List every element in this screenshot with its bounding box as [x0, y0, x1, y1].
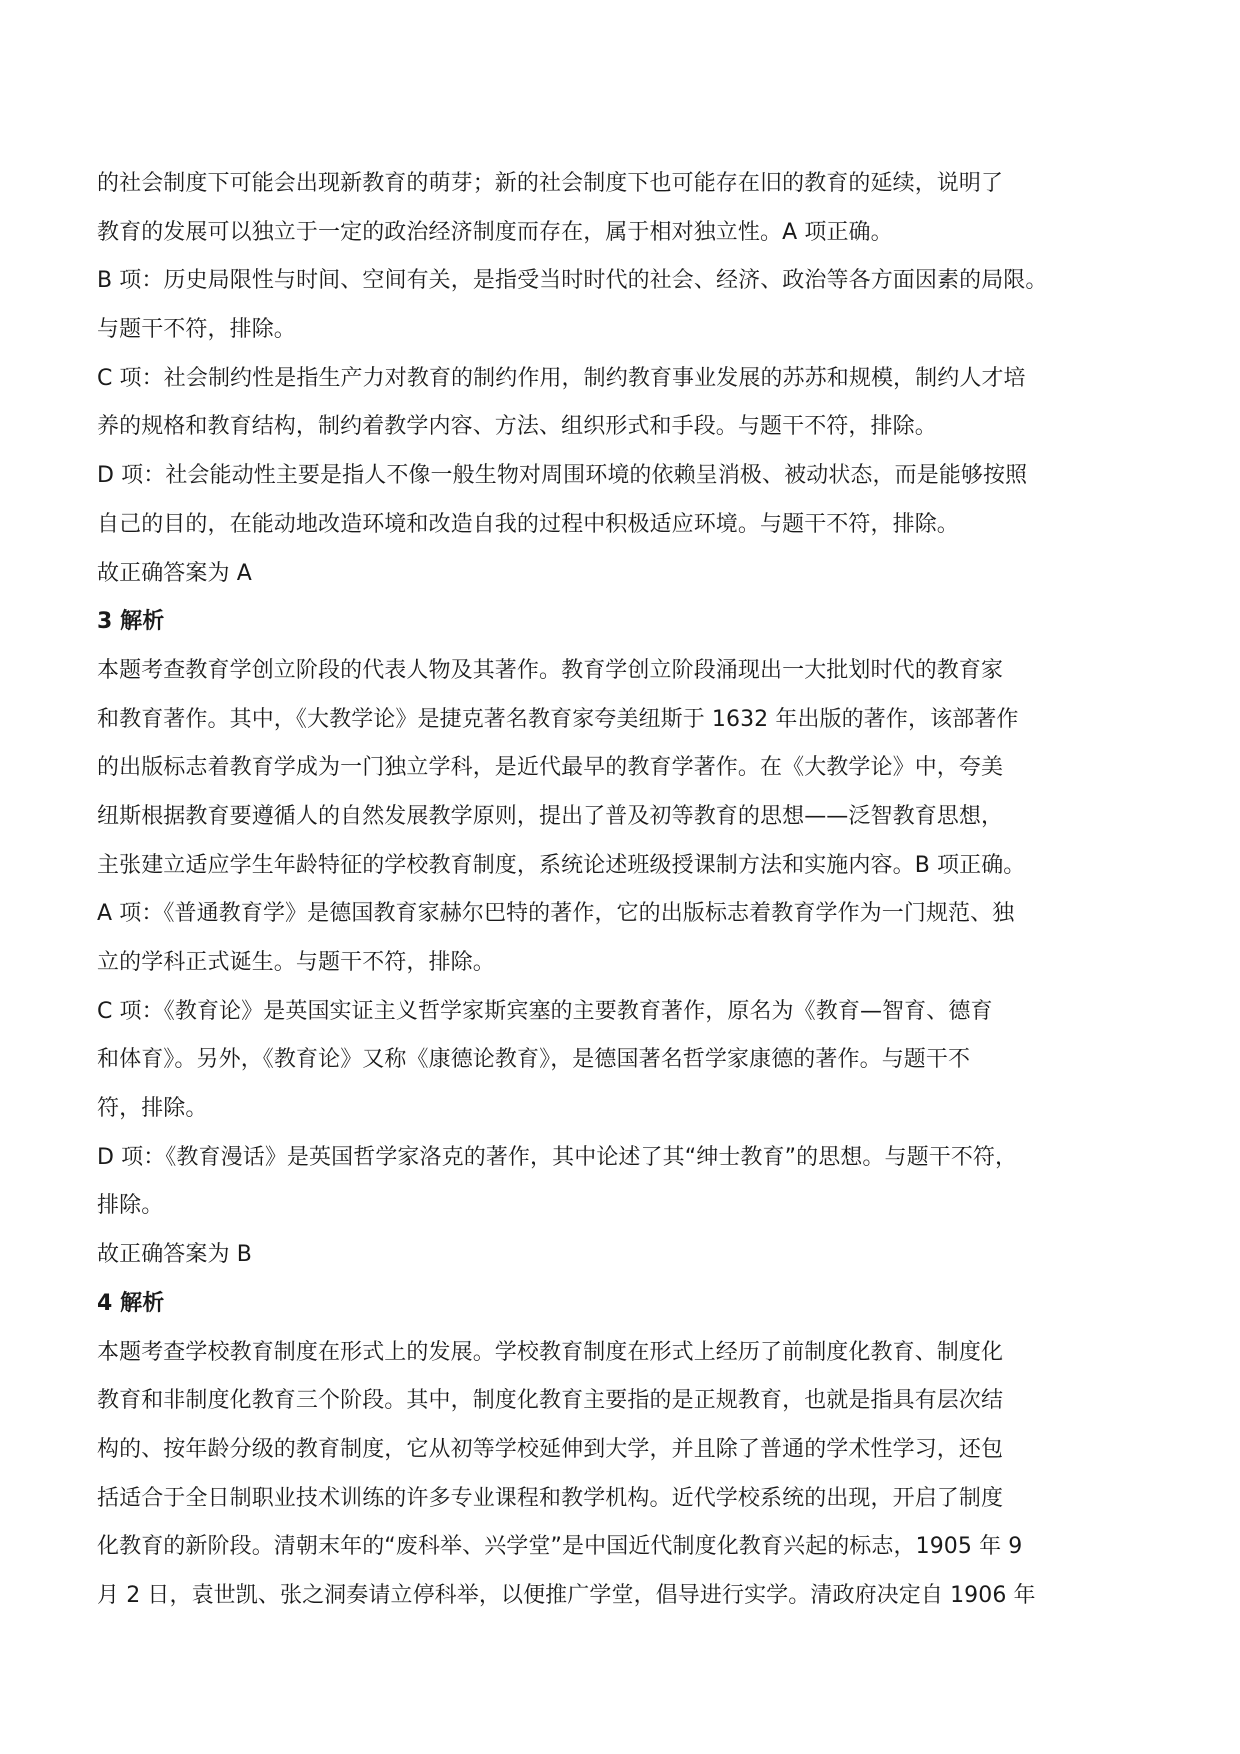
text-line: 本题考查教育学创立阶段的代表人物及其著作。教育学创立阶段涌现出一大批划时代的教育家: [97, 657, 1004, 683]
text-line: A 项：《普通教育学》是德国教育家赫尔巴特的著作，它的出版标志着教育学作为一门规范、独: [97, 901, 1015, 927]
text-line: 的出版标志着教育学成为一门独立学科，是近代最早的教育学著作。在《大教学论》中，夸美: [97, 755, 1004, 781]
text-line: 月 2 日，袁世凯、张之洞奏请立停科举，以便推广学堂，倡导进行实学。清政府决定自 1906 年: [97, 1582, 1036, 1608]
text-line: 教育和非制度化教育三个阶段。其中，制度化教育主要指的是正规教育，也就是指具有层次结: [97, 1388, 1004, 1414]
text-line: 主张建立适应学生年龄特征的学校教育制度，系统论述班级授课制方法和实施内容。B 项正确。: [97, 852, 1026, 878]
text-line: 与题干不符，排除。: [97, 317, 296, 343]
text-line: 纽斯根据教育要遵循人的自然发展教学原则，提出了普及初等教育的思想——泛智教育思想，: [97, 803, 1004, 829]
text-line: 养的规格和教育结构，制约着教学内容、方法、组织形式和手段。与题干不符，排除。: [97, 414, 937, 440]
section-heading: 4 解析: [97, 1290, 165, 1316]
text-line: 故正确答案为 A: [97, 560, 252, 586]
text-line: B 项：历史局限性与时间、空间有关，是指受当时时代的社会、经济、政治等各方面因素的局限。: [97, 268, 1048, 294]
text-line: 符，排除。: [97, 1096, 208, 1122]
text-line: C 项：《教育论》是英国实证主义哲学家斯宾塞的主要教育著作，原名为《教育—智育、德育: [97, 998, 993, 1024]
text-line: 教育的发展可以独立于一定的政治经济制度而存在，属于相对独立性。A 项正确。: [97, 219, 893, 245]
text-line: 本题考查学校教育制度在形式上的发展。学校教育制度在形式上经历了前制度化教育、制度化: [97, 1339, 1004, 1365]
text-line: 化教育的新阶段。清朝末年的“废科举、兴学堂”是中国近代制度化教育兴起的标志，1905 年 9: [97, 1534, 1023, 1560]
text-line: 立的学科正式诞生。与题干不符，排除。: [97, 950, 495, 975]
text-line: C 项：社会制约性是指生产力对教育的制约作用，制约教育事业发展的苏苏和规模，制约人才培: [97, 365, 1026, 391]
text-line: 和教育著作。其中，《大教学论》是捷克著名教育家夸美纽斯于 1632 年出版的著作，该部著作: [97, 706, 1019, 732]
text-line: 自己的目的，在能动地改造环境和改造自我的过程中积极适应环境。与题干不符，排除。: [97, 511, 959, 537]
text-line: 故正确答案为 B: [97, 1242, 252, 1268]
text-line: D 项：《教育漫话》是英国哲学家洛克的著作，其中论述了其“绅士教育”的思想。与题干不符，: [97, 1144, 1018, 1170]
text-line: 括适合于全日制职业技术训练的许多专业课程和教学机构。近代学校系统的出现，开启了制度: [97, 1485, 1004, 1511]
text-line: 排除。: [97, 1193, 164, 1219]
text-line: 构的、按年龄分级的教育制度，它从初等学校延伸到大学，并且除了普通的学术性学习，还包: [97, 1436, 1004, 1462]
text-line: 和体育》。另外，《教育论》又称《康德论教育》，是德国著名哲学家康德的著作。与题干不: [97, 1047, 971, 1073]
document-body: [97, 160, 1177, 1621]
section-heading: 3 解析: [97, 609, 165, 635]
text-line: 的社会制度下可能会出现新教育的萌芽；新的社会制度下也可能存在旧的教育的延续，说明了: [97, 171, 1004, 196]
text-line: D 项：社会能动性主要是指人不像一般生物对周围环境的依赖呈消极、被动状态，而是能够按照: [97, 463, 1028, 489]
